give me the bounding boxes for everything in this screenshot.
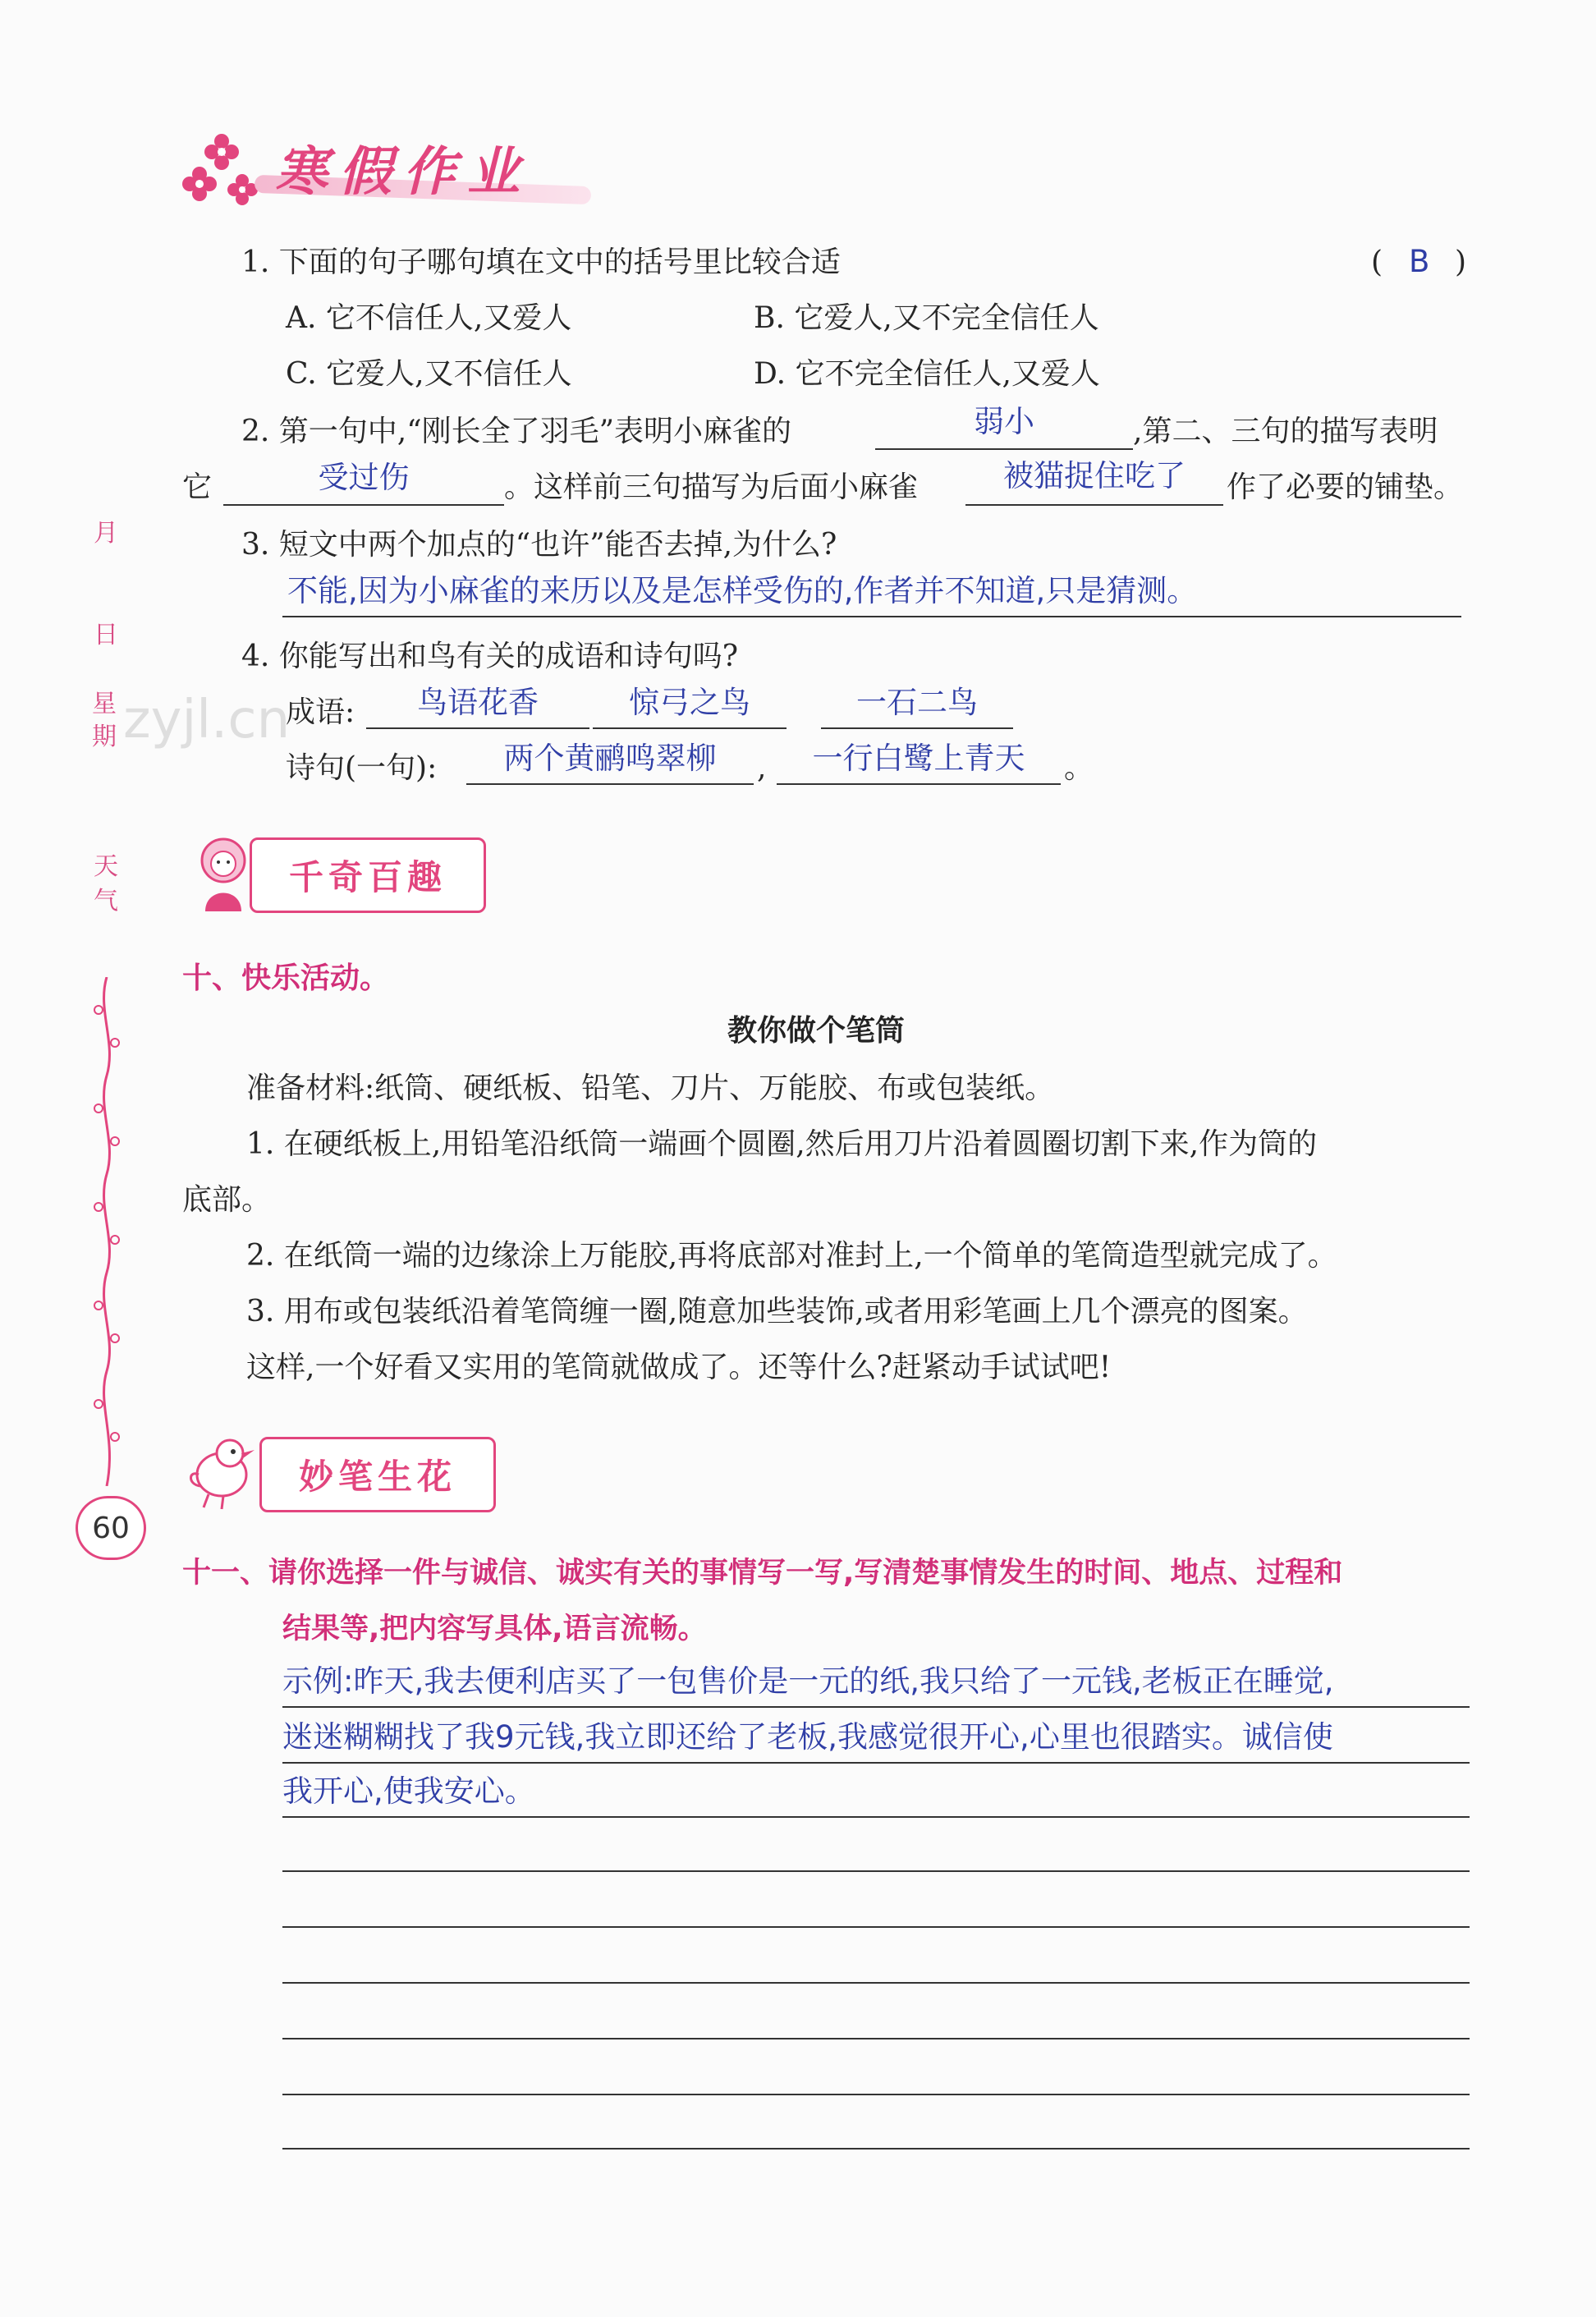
q4-idiom-label: 成语: [286, 695, 355, 729]
q4-idiom-1: 鸟语花香 [417, 685, 539, 720]
weather-label-1: 天 [94, 852, 118, 881]
essay-line [282, 1870, 1470, 1872]
q2-text-1: 2. 第一句中,“刚长全了羽毛”表明小麻雀的 [241, 415, 792, 448]
essay-line [282, 1982, 1470, 1984]
section-10-step-2: 2. 在纸筒一端的边缘涂上万能胶,再将底部对准封上,一个简单的笔筒造型就完成了。 [246, 1239, 1337, 1273]
q4-idiom-3: 一石二鸟 [856, 685, 978, 720]
q2-blank-3 [965, 458, 1223, 506]
section-banner-qiqibaiqu [250, 837, 486, 913]
section-11-heading-line-1: 十一、请你选择一件与诚信、诚实有关的事情写一写,写清楚事情发生的时间、地点、过程和 [182, 1557, 1343, 1590]
section-10-title: 教你做个笔筒 [727, 1014, 906, 1048]
day-label: 日 [94, 621, 118, 649]
q1-option-a: A. 它不信任人,又爱人 [286, 301, 572, 335]
month-label: 月 [94, 519, 118, 548]
q4-poem-comma: , [757, 751, 767, 785]
q4-idiom-blank-1 [366, 686, 589, 729]
header [177, 123, 603, 213]
q4-poem-blank-1 [466, 742, 754, 785]
section-10-step-3: 3. 用布或包装纸沿着笔筒缠一圈,随意加些装饰,或者用彩笔画上几个漂亮的图案。 [246, 1295, 1308, 1328]
banner-title-1: 千奇百趣 [288, 857, 447, 897]
q4-poem-1: 两个黄鹂鸣翠柳 [503, 741, 717, 776]
essay-line [282, 1926, 1470, 1928]
section-11-heading-line-2: 结果等,把内容写具体,语言流畅。 [282, 1613, 707, 1645]
essay-answer-line-2: 迷迷糊糊找了我9元钱,我立即还给了老板,我感觉很开心,心里也很踏实。诚信使 [282, 1719, 1333, 1755]
q2-answer-2: 受过伤 [318, 460, 410, 495]
weekday-label-1: 星 [92, 690, 117, 718]
essay-answer-line-1: 示例:昨天,我去便利店买了一包售价是一元的纸,我只给了一元钱,老板正在睡觉, [282, 1663, 1334, 1699]
q4-poem-label: 诗句(一句): [286, 751, 438, 785]
q1-paren-close: ) [1455, 245, 1467, 279]
q2-text-4: 。这样前三句描写为后面小麻雀 [504, 470, 919, 504]
page-title: 寒假作业 [275, 142, 531, 203]
weather-label-2: 气 [94, 887, 118, 915]
q2-text-2: ,第二、三句的描写表明 [1133, 415, 1438, 448]
q1-answer: B [1409, 244, 1430, 279]
vine-icon [90, 977, 123, 1486]
q1-text: 1. 下面的句子哪句填在文中的括号里比较合适 [241, 245, 841, 279]
q1-option-b: B. 它爱人,又不完全信任人 [754, 301, 1099, 335]
q3-answer-line [282, 570, 1461, 617]
page-number: 60 [92, 1511, 130, 1545]
q4-idiom-2: 惊弓之鸟 [629, 685, 750, 720]
section-10-materials: 准备材料:纸筒、硬纸板、铅笔、刀片、万能胶、布或包装纸。 [246, 1071, 1055, 1105]
girl-icon [190, 833, 256, 915]
q2-text-5: 作了必要的铺垫。 [1227, 470, 1464, 504]
watermark: zyjl.cn [123, 690, 291, 750]
essay-answer-line-3: 我开心,使我安心。 [282, 1773, 535, 1809]
banner-title-2: 妙笔生花 [298, 1457, 456, 1497]
q4-poem-blank-2 [777, 742, 1061, 785]
q4-poem-period: 。 [1064, 751, 1094, 785]
section-banner-miaobishenghua [259, 1437, 496, 1512]
q3-text: 3. 短文中两个加点的“也许”能否去掉,为什么? [241, 528, 837, 562]
essay-line [282, 2094, 1470, 2095]
q2-blank-2 [223, 460, 504, 506]
section-10-step-1a: 1. 在硬纸板上,用铅笔沿纸筒一端画个圆圈,然后用刀片沿着圆圈切割下来,作为筒的 [246, 1127, 1318, 1161]
page-number-badge [76, 1496, 146, 1560]
q1-option-c: C. 它爱人,又不信任人 [286, 357, 572, 391]
q2-answer-3: 被猫捉住吃了 [1003, 458, 1186, 493]
essay-line [282, 1816, 1470, 1818]
q2-blank-1 [875, 404, 1133, 450]
section-10-closing: 这样,一个好看又实用的笔筒就做成了。还等什么?赶紧动手试试吧! [246, 1351, 1112, 1384]
section-10-step-1b: 底部。 [182, 1183, 272, 1217]
essay-line [282, 1762, 1470, 1764]
q2-text-3: 它 [182, 470, 213, 504]
weekday-label-2: 期 [92, 723, 117, 751]
q4-text: 4. 你能写出和鸟有关的成语和诗句吗? [241, 640, 739, 673]
q1-paren-open: ( [1371, 245, 1383, 279]
q4-poem-2: 一行白鹭上青天 [812, 741, 1025, 776]
essay-line [282, 2038, 1470, 2039]
q2-answer-1: 弱小 [974, 404, 1034, 439]
section-10-heading: 十、快乐活动。 [182, 961, 390, 995]
q3-answer: 不能,因为小麻雀的来历以及是怎样受伤的,作者并不知道,只是猜测。 [287, 573, 1198, 608]
q4-idiom-blank-3 [821, 686, 1013, 729]
bird-icon [184, 1429, 263, 1511]
essay-line [282, 1706, 1470, 1708]
essay-line [282, 2148, 1470, 2150]
q1-option-d: D. 它不完全信任人,又爱人 [754, 357, 1100, 391]
flower-icon [177, 123, 267, 213]
q4-idiom-blank-2 [593, 686, 787, 729]
